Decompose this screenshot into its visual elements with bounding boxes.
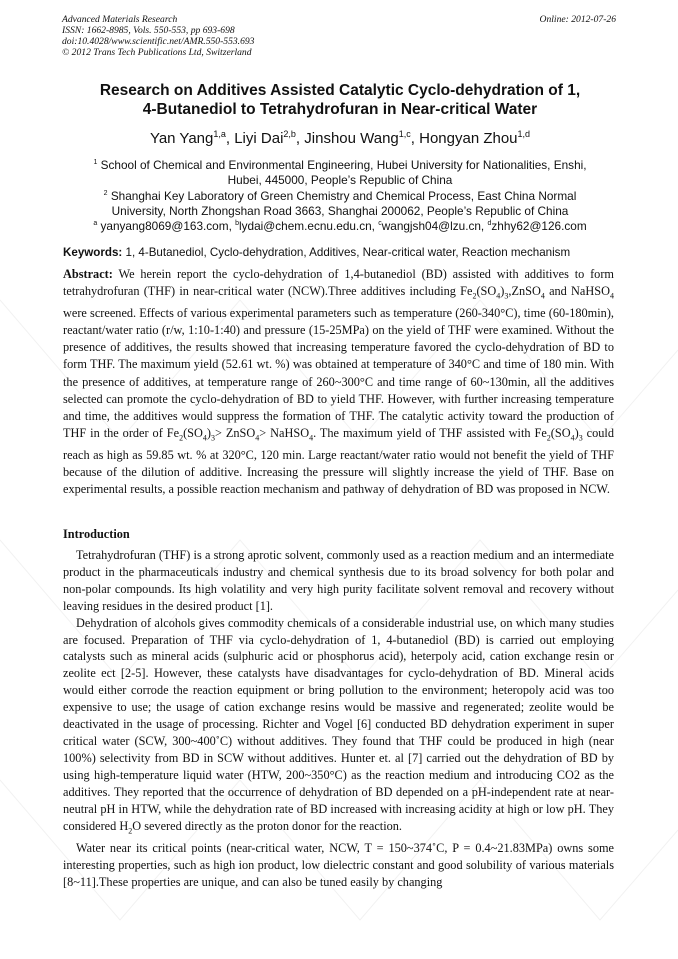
affiliation-2: $^2$ Shanghai Key Laboratory of Green Chemistry and Chemical Process, East China Normal University, North Zhongshan Road 3663, Shanghai 200062, People’s Republic of China [103,188,577,218]
paper-title [70,81,610,119]
section-heading-introduction: Introduction [63,527,130,541]
journal-issn: ISSN: 1662-8985, Vols. 550-553, pp 693-698 [62,25,235,36]
paragraph: Water near its critical points (near-critical water, NCW, T = 150~374˚C, P = 0.4~21.83MPa) owns some interesting properties, such as high ion product, low dielectric constant and good solubility of various materials [8~11].These properties are unique, and can also be tuned easily by changing [63,840,614,889]
author: Liyi Dai$^{2,b}$, [234,129,305,147]
title-line-1: Research on Additives Assisted Catalytic Cyclo-dehydration of 1, [99,82,581,99]
keywords-text: 1, 4-Butanediol, Cyclo-dehydration, Additives, Near-critical water, Reaction mechanism [122,246,571,259]
journal-header [62,14,618,58]
paragraph: Dehydration of alcohols gives commodity chemicals of a considerable industrial use, on which many studies are focused. Preparation of THF via cyclo-dehydration of 1, 4-butanediol (BD) is carried out employing catalysts such as mineral acids (sulphuric acid or phosphorus acid), heterpoly acid, cation exchange resin or zeolite ect [2-5]. However, these catalysts have disadvantages for cyclo-dehydration of BD. Mineral acids would either corrode the reaction equipment or bring pollution to the environment; heteropoly acid was too expensive to use; the usage of cation exchange resins would be massive and regenerated; zeolite would be deactivated in the usage of processing. Richter and Vogel [6] conducted BD dehydration experiment in super critical water (SCW, 300~400˚C) without additives. They found that THF could be produced in high (near 100%) selectivity from BD in SCW without additives. Hunter et. al [7] carried out the dehydration of BD by using high-temperature liquid water (HTW, 200~350°C) as the reaction medium and introducing CO2 as the additives. They reported that the occurrence of dehydration of BD depended on a pH-independent rate at near-neutral pH in HTW, while the dehydration rate of BD increased with increasing acidity at high or low pH. They considered $H_2O$ severed directly as the proton donor for the reaction. [63,615,614,835]
journal-copyright: © 2012 Trans Tech Publications Ltd, Switzerland [62,47,252,58]
abstract: Abstract: We herein report the cyclo-dehydration of 1,4-butanediol (BD) assisted with additives to form tetrahydrofuran (THF) in near-critical water (NCW).Three additives including $Fe_2(SO_4)_3,ZnSO_4$ and NaHSO$_4$ were screened. Effects of various experimental parameters such as temperature (260-340°C), time (60-180min), reactant/water ratio (r/w, 1:10-1:40) and pressure (15-25MPa) on the yield of THF were examined. Without the presence of additives, the results showed that increasing temperature favored the cyclo-dehydration of BD to form THF. The maximum yield (52.61 wt. %) was obtained at temperature of 340°C and time of 180 min. With the presence of additives, at temperature range of 260~300°C and time range of 60~130min, all the additives selected can promote the cyclo-dehydration of BD to yield THF. However, with further increasing temperature and time, the additives would suppress the formation of THF. The catalytic activity toward the production of THF in the order of $Fe_2(SO_4)_3>$ ZnSO$_4$> NaHSO$_4$. The maximum yield of THF assisted with $Fe_2(SO_4)_3$ could reach as high as 59.85 wt. % at 320°C, 120 min. Large reactant/water ratio would not benefit the yield of THF because of the dilution of additive. Increasing the pressure will slightly increase the yield of THF. Base on experimental results, a possible reaction mechanism and pathway of dehydration of BD was proposed in NCW. [63,267,614,497]
journal-name: Advanced Materials Research [62,14,178,25]
journal-doi: doi:10.4028/www.scientific.net/AMR.550-553.693 [62,36,255,47]
email-link[interactable]: zhhy62@126.com [491,218,587,233]
paragraph: Tetrahydrofuran (THF) is a strong aprotic solvent, commonly used as a reaction medium and an intermediate product in the pharmaceuticals industry and chemical synthesis due to its broad solvency for both polar and non-polar compounds. Its high volatility and very high purity facilitate solvent removal and recovery without leaving residues in the desired product [1]. [63,548,614,613]
online-date: Online: 2012-07-26 [539,14,616,25]
keywords-label: Keywords: [63,246,123,259]
email-link[interactable]: lydai@chem.ecnu.edu.cn, [239,218,379,233]
keywords [63,246,619,259]
author: Yan Yang$^{1,a}$, [149,129,235,147]
affiliation-1: $^1$ School of Chemical and Environmental Engineering, Hubei University for Nationalities, Enshi, Hubei, 445000, People’s Republic of China [93,157,587,187]
email-link[interactable]: yanyang8069@163.com, [100,218,236,233]
email-link[interactable]: wangjsh04@lzu.cn, [381,218,488,233]
introduction-body [63,547,614,891]
author: Jinshou Wang$^{1,c}$, [304,129,420,147]
author-list [70,129,610,147]
author-emails: $^a$ yanyang8069@163.com, $^b$lydai@chem.ecnu.edu.cn, $^c$wangjsh04@lzu.cn, $^d$zhhy62@126.com [93,218,587,233]
abstract-label: Abstract: [63,267,113,281]
author: Hongyan Zhou$^{1,d}$ [419,129,531,147]
title-line-2: 4-Butanediol to Tetrahydrofuran in Near-critical Water [142,101,538,118]
